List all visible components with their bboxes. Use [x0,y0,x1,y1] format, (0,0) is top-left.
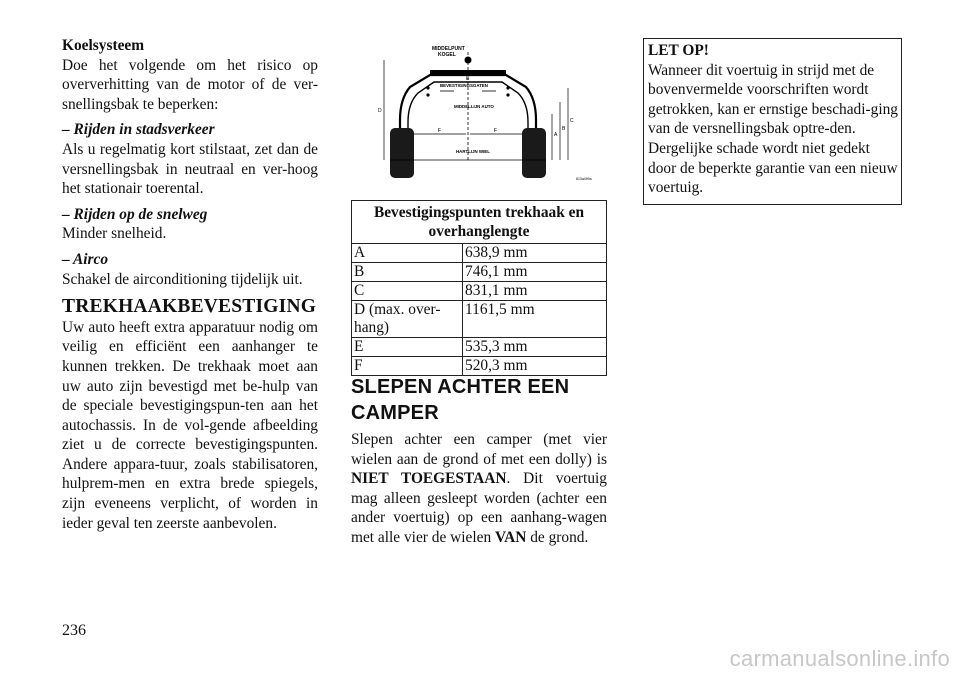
tow-hitch-text: Uw auto heeft extra apparatuur nodig om veilig en efficiënt een aanhanger te kunnen trekken. De trekhaak moet aan uw auto zijn bevestigd met be-hulp van de speciale bevestigingspun-ten aan het autochassis. In de vol-gende afbeelding ziet u de correcte bevestigingspunten. Andere appara-tuur, zoals stabilisatoren, hulprem-men en extra brede spiegels, zijn eveneens verplicht, of worden in ieder geval ten zeerste aanbevolen. [62,318,318,532]
label-kogel: KOGEL [438,52,456,58]
table-key: F [352,357,463,376]
left-column [62,36,318,533]
table-value: 520,3 mm [463,357,607,376]
caution-title: LET OP! [648,42,709,59]
table-value: 831,1 mm [463,282,607,301]
table-key: D (max. over-hang) [352,301,463,338]
table-value: 535,3 mm [463,338,607,357]
table-key: C [352,282,463,301]
cooling-text: Doe het volgende om het risico op oververhitting van de motor of de ver-snellingsbak te beperken: [62,56,318,113]
ball-icon [465,57,472,64]
label-midpoint: MIDDELPUNT [432,46,465,52]
highway-text: Minder snelheid. [62,225,167,243]
towing-heading [351,374,607,426]
cooling-title: Koelsysteem [62,37,145,54]
label-hartlijn: HARTLIJN WIEL [456,149,490,154]
middle-column [351,368,607,548]
table-key: E [352,338,463,357]
left-wheel [390,128,414,178]
airco-title: – Airco [62,250,109,268]
tow-hitch-heading: TREKHAAKBEVESTIGING [62,296,317,318]
watermark: carmanualsonline.info [729,646,950,671]
letter-f-left: F [438,128,442,134]
table-row [352,263,607,282]
letter-f-right: F [494,128,498,134]
highway-title: – Rijden op de snelweg [62,205,208,223]
table-value: 638,9 mm [463,244,607,263]
city-traffic-text: Als u regelmatig kort stilstaat, zet dan de versnellingsbak in neutraal en ver-hoog het stationair toerental. [62,140,318,198]
table-row [352,282,607,301]
table-row [352,338,607,357]
label-middellijn: MIDDELLIJN AUTO [454,104,494,109]
table-value: 746,1 mm [463,263,607,282]
table-row [352,301,607,338]
table-key: A [352,244,463,263]
page-number: 236 [62,622,86,639]
airco-text: Schakel de airconditioning tijdelijk uit. [62,270,303,288]
letter-a: A [554,132,558,138]
table-row [352,244,607,263]
caution-text: Wanneer dit voertuig in strijd met de bovenvermelde voorschriften wordt getrokken, kan er ernstige beschadi-ging van de versnellingsbak optre-den. Dergelijke schade wordt niet gedekt door de beperkte garantie van een nieuw voertuig. [648,61,899,197]
table-value: 1161,5 mm [463,301,607,338]
letter-e: E [466,76,470,82]
city-traffic-title: – Rijden in stadsverkeer [62,121,215,139]
towing-text: Slepen achter een camper (met vier wielen aan de grond of met een dolly) is NIET TOEGESTAAN. Dit voertuig mag alleen gesleept worden (achter een ander voertuig) op een aanhang-wagen met alle vier de wielen VAN de grond. [351,431,608,546]
figure-code: 813a499a [576,177,592,181]
table-key: B [352,263,463,282]
letter-d: D [378,108,382,114]
table-title: Bevestigingspunten trekhaak en overhanglengte [352,201,607,244]
tow-hitch-diagram [370,42,600,188]
right-wheel [522,128,546,178]
caution-box [643,38,902,205]
towing-heading-line2: CAMPER [351,402,439,424]
towing-heading-line1: SLEPEN ACHTER EEN [351,376,570,398]
hitch-spec-table [351,200,607,376]
letter-b: B [562,126,566,132]
letter-c: C [570,118,574,124]
label-bevest: BEVESTIGINGSGATEN [440,83,488,88]
